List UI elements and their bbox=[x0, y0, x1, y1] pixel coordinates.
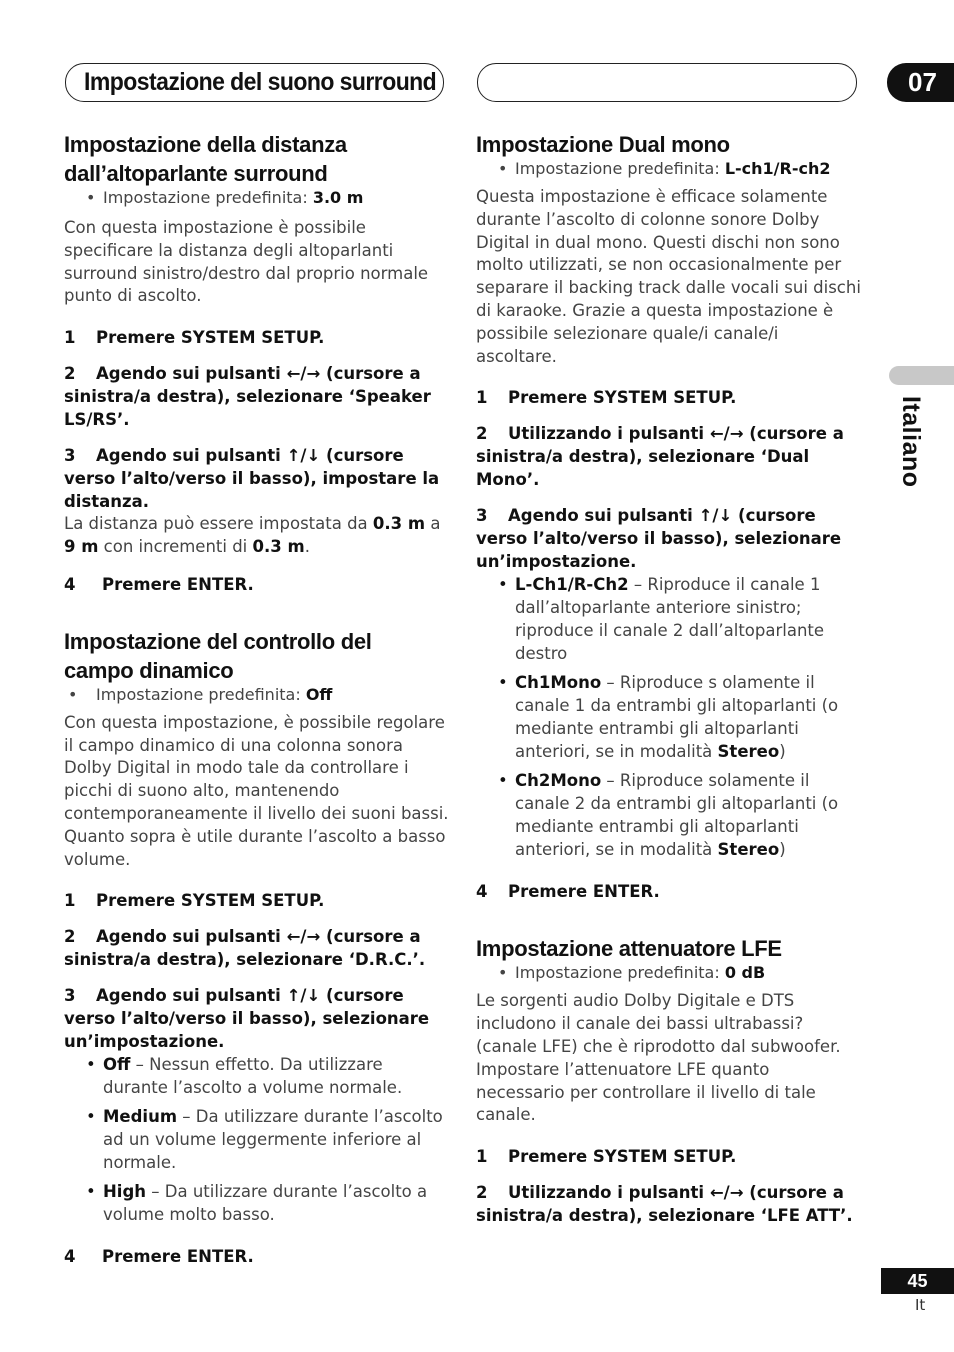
step-2: 2 Agendo sui pulsanti ←/→ (cursore a sinistra/a destra), selezionare ‘Speaker LS/RS’. bbox=[64, 364, 431, 430]
left-right-arrow-icon: ←/→ bbox=[286, 927, 321, 947]
section-intro: Le sorgenti audio Dolby Digitale e DTS includono il canale dei bassi ultrabassi? (canale LFE) che è riprodotto dal subwoofer. Impostare l’attenuatore LFE quanto necessario per controllare il livello di tale canale. bbox=[476, 991, 841, 1125]
page-number: 45 bbox=[881, 1268, 954, 1294]
left-right-arrow-icon: ←/→ bbox=[286, 364, 321, 384]
default-setting: • Impostazione predefinita: 3.0 m bbox=[86, 188, 364, 207]
step-2: 2 Agendo sui pulsanti ←/→ (cursore a sinistra/a destra), selezionare ‘D.R.C.’. bbox=[64, 927, 426, 970]
chapter-tab: 07 bbox=[887, 63, 954, 102]
step-1: 1 Premere SYSTEM SETUP. bbox=[476, 1147, 737, 1167]
header-empty-box bbox=[477, 63, 857, 102]
option-ch1mono: • Ch1Mono – Riproduce s olamente il canale 1 da entrambi gli altoparlanti (o mediante entrambi gli altoparlanti anteriori, se in modalità Stereo) bbox=[498, 673, 839, 762]
section-intro: Con questa impostazione è possibile specificare la distanza degli altoparlanti surround sinistro/destro dal proprio normale punto di ascolto. bbox=[64, 218, 429, 306]
option-lch1-rch2: • L-Ch1/R-Ch2 – Riproduce il canale 1 dall’altoparlante anteriore sinistro; riproduce il canale 2 dall’altoparlante destro bbox=[498, 575, 825, 664]
section-intro: Questa impostazione è efficace solamente durante l’ascolto di colonne sonore Dolby Digital in dual mono. Questi dischi non sono molto utilizzati, se non occasionalmente per separare il backing track dalle vocali sui dischi di karaoke. Grazie a questa impostazione è possibile selezionare quale/i canale/i ascoltare. bbox=[476, 187, 861, 366]
step-2: 2 Utilizzando i pulsanti ←/→ (cursore a sinistra/a destra), selezionare ‘LFE ATT’. bbox=[476, 1183, 853, 1226]
step-4: 4 Premere ENTER. bbox=[64, 574, 254, 594]
up-down-arrow-icon: ↑/↓ bbox=[286, 446, 321, 466]
step-1: 1 Premere SYSTEM SETUP. bbox=[64, 891, 325, 911]
step-3: 3 Agendo sui pulsanti ↑/↓ (cursore verso l’alto/verso il basso), impostare la distanza. bbox=[64, 446, 440, 512]
step-3: 3 Agendo sui pulsanti ↑/↓ (cursore verso l’alto/verso il basso), selezionare un’impostazione. bbox=[64, 986, 430, 1052]
option-medium: • Medium – Da utilizzare durante l’ascolto ad un volume leggermente inferiore al normale. bbox=[86, 1107, 443, 1173]
section-title-surround-distance: Impostazione della distanza dall’altoparlante surround bbox=[64, 132, 347, 186]
header-title-box bbox=[65, 63, 444, 102]
default-setting: • Impostazione predefinita: L-ch1/R-ch2 bbox=[498, 159, 831, 178]
right-column bbox=[476, 130, 861, 1227]
up-down-arrow-icon: ↑/↓ bbox=[698, 506, 733, 526]
step-1: 1 Premere SYSTEM SETUP. bbox=[476, 388, 737, 408]
step-4: 4 Premere ENTER. bbox=[64, 1247, 254, 1267]
option-off: • Off – Nessun effetto. Da utilizzare durante l’ascolto a volume normale. bbox=[86, 1055, 403, 1098]
section-title-dynamic-range: Impostazione del controllo del campo dinamico bbox=[64, 628, 372, 683]
step-1: 1 Premere SYSTEM SETUP. bbox=[64, 328, 325, 348]
distance-note: La distanza può essere impostata da 0.3 m a 9 m con incrementi di 0.3 m. bbox=[64, 514, 441, 556]
step-2: 2 Utilizzando i pulsanti ←/→ (cursore a sinistra/a destra), selezionare ‘Dual Mono’. bbox=[476, 424, 844, 490]
language-tab-bar bbox=[889, 366, 954, 385]
option-high: • High – Da utilizzare durante l’ascolto a volume molto basso. bbox=[86, 1182, 428, 1225]
step-3: 3 Agendo sui pulsanti ↑/↓ (cursore verso l’alto/verso il basso), selezionare un’impostazione. bbox=[476, 506, 842, 572]
language-label: Italiano bbox=[897, 396, 925, 488]
step-4: 4 Premere ENTER. bbox=[476, 882, 660, 902]
left-column bbox=[64, 130, 449, 1268]
section-title-lfe-attenuator: Impostazione attenuatore LFE bbox=[476, 936, 782, 962]
option-ch2mono: • Ch2Mono – Riproduce solamente il canale 2 da entrambi gli altoparlanti (o mediante entrambi gli altoparlanti anteriori, se in modalità Stereo) bbox=[498, 771, 839, 860]
page-language-code: It bbox=[915, 1296, 926, 1314]
up-down-arrow-icon: ↑/↓ bbox=[286, 986, 321, 1006]
default-setting: • Impostazione predefinita: Off bbox=[68, 684, 333, 704]
default-setting: • Impostazione predefinita: 0 dB bbox=[498, 963, 766, 983]
left-right-arrow-icon: ←/→ bbox=[709, 424, 744, 444]
page-title: Impostazione del suono surround bbox=[84, 68, 437, 96]
section-intro: Con questa impostazione, è possibile regolare il campo dinamico di una colonna sonora Dolby Digital in modo tale da controllare i picchi di suono alto, mantenendo contemporaneamente il livello dei suoni bassi. Quanto sopra è utile durante l’ascolto a basso volume. bbox=[64, 712, 449, 869]
section-title-dual-mono: Impostazione Dual mono bbox=[476, 132, 730, 157]
left-right-arrow-icon: ←/→ bbox=[709, 1183, 744, 1203]
